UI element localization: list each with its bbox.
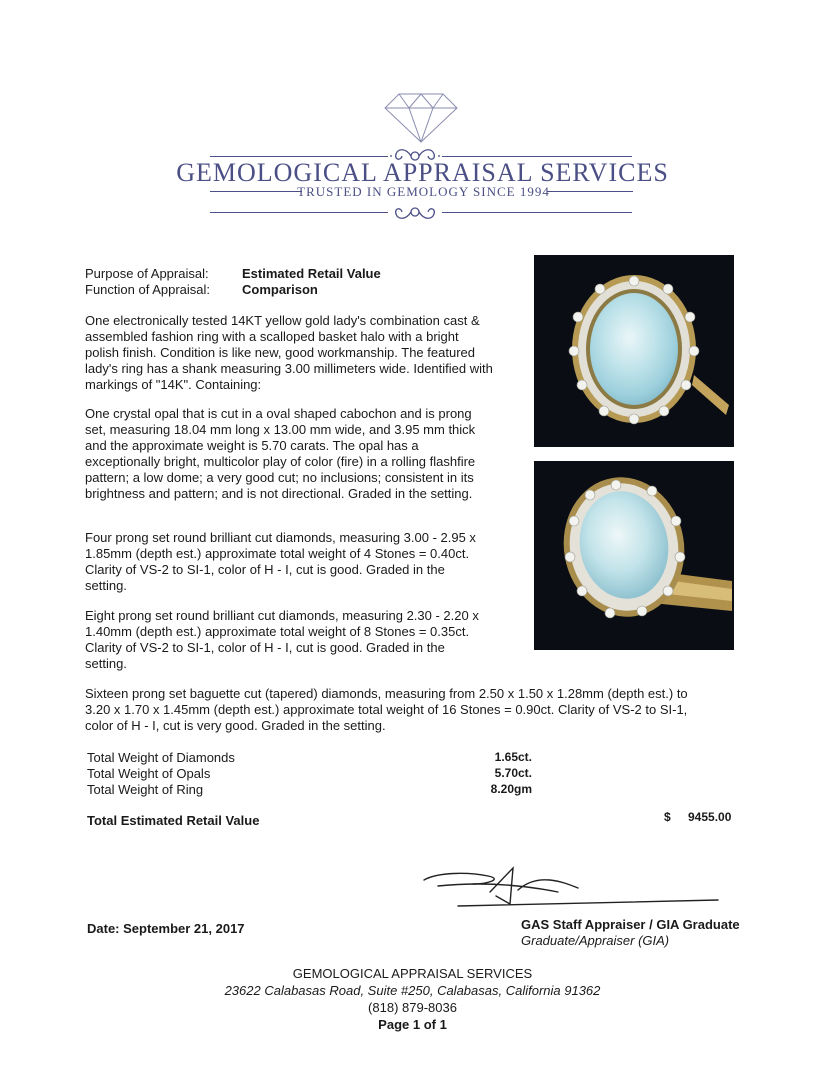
function-value: Comparison <box>242 282 318 297</box>
total-diamonds-label: Total Weight of Diamonds <box>87 750 235 765</box>
logo <box>0 0 829 235</box>
footer-company: GEMOLOGICAL APPRAISAL SERVICES <box>292 966 533 981</box>
description-paragraph: Eight prong set round brilliant cut diamonds, measuring 2.30 - 2.20 x 1.40mm (depth est.) approximate total weight of 8 Stones = 0.35ct. Clarity of VS-2 to SI-1, color of H - I, cut is good. Graded in the setting. <box>85 608 479 671</box>
page-number: Page 1 of 1 <box>378 1017 447 1032</box>
company-name: GEMOLOGICAL APPRAISAL SERVICES <box>176 158 669 187</box>
scroll-ornament-icon <box>388 201 442 223</box>
description-paragraph: One electronically tested 14KT yellow gold lady's combination cast & assembled fashion ring with a scalloped basket halo with a bright polish finish. Condition is like new, good workmanship. The featured lady's ring has a shank measuring 3.00 millimeters wide. Identified with markings of "14K". Containing: <box>85 313 493 392</box>
total-diamonds-value: 1.65ct. <box>494 750 532 764</box>
total-opals-value: 5.70ct. <box>494 766 532 780</box>
description-paragraph: Sixteen prong set baguette cut (tapered) diamonds, measuring from 2.50 x 1.50 x 1.28mm (depth est.) to 3.20 x 1.70 x 1.45mm (depth est.) approximate total weight of 16 Stones = 0.90ct. Clarity of VS-2 to SI-1, color of H - I, cut is very good. Graded in the setting. <box>85 686 688 733</box>
total-opals-label: Total Weight of Opals <box>87 766 211 781</box>
signature-subtitle: Graduate/Appraiser (GIA) <box>521 933 670 948</box>
signature <box>418 862 738 912</box>
retail-value-label: Total Estimated Retail Value <box>87 813 260 828</box>
appraisal-date: Date: September 21, 2017 <box>87 921 245 936</box>
ring-photo-side <box>534 461 734 650</box>
company-tagline: TRUSTED IN GEMOLOGY SINCE 1994 <box>297 184 550 199</box>
ring-photo-top <box>534 255 734 447</box>
footer-address: 23622 Calabasas Road, Suite #250, Calabasas, California 91362 <box>224 983 601 998</box>
total-ring-label: Total Weight of Ring <box>87 782 204 797</box>
purpose-value: Estimated Retail Value <box>242 266 381 281</box>
currency-symbol: $ <box>664 810 671 824</box>
total-ring-value: 8.20gm <box>490 782 532 796</box>
purpose-label: Purpose of Appraisal: <box>85 266 209 281</box>
function-label: Function of Appraisal: <box>85 282 211 297</box>
signature-title: GAS Staff Appraiser / GIA Graduate <box>521 917 740 932</box>
footer-phone: (818) 879-8036 <box>368 1000 457 1015</box>
description-paragraph: Four prong set round brilliant cut diamonds, measuring 3.00 - 2.95 x 1.85mm (depth est.) approximate total weight of 4 Stones = 0.40ct. Clarity of VS-2 to SI-1, color of H - I, cut is good. Graded in the setting. <box>85 530 476 593</box>
description-paragraph: One crystal opal that is cut in a oval shaped cabochon and is prong set, measuring 18.04 mm long x 13.00 mm wide, and 3.95 mm thick and the approximate weight is 5.70 carats. The opal has a exceptionally bright, multicolor play of color (fire) in a rolling flashfire pattern; a low dome; a very good cut; no inclusions; consistent in its brightness and pattern; and is not directional. Graded in the setting. <box>85 406 476 501</box>
diamond-icon <box>383 92 459 144</box>
retail-value-amount: 9455.00 <box>688 810 732 824</box>
